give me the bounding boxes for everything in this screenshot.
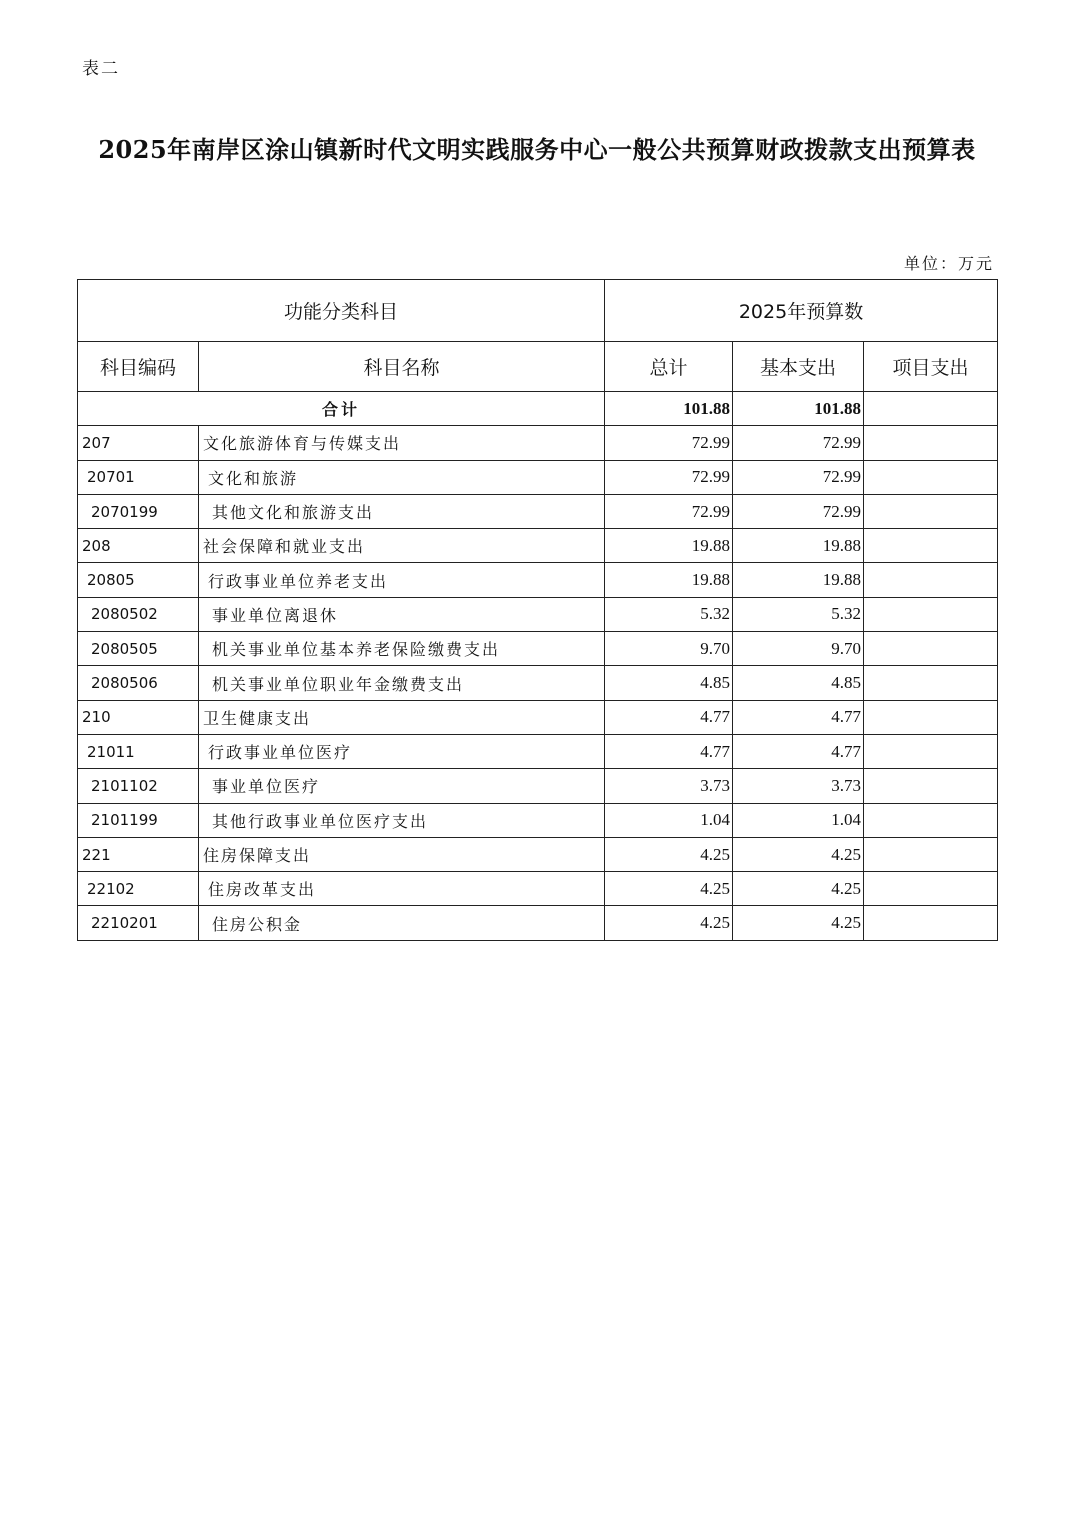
total-cell: 4.77 (605, 734, 733, 768)
total-cell: 3.73 (605, 769, 733, 803)
subject-name-cell: 住房改革支出 (199, 872, 605, 906)
project-cell (864, 632, 998, 666)
subject-name-cell: 住房公积金 (199, 906, 605, 940)
project-cell (864, 529, 998, 563)
subject-code-cell: 2101199 (78, 803, 199, 837)
table-row (78, 426, 998, 460)
total-cell: 72.99 (605, 426, 733, 460)
table-row (78, 700, 998, 734)
table-row (78, 906, 998, 940)
basic-cell: 72.99 (733, 426, 864, 460)
unit-label: 单位：万元 (903, 254, 994, 273)
subject-name-cell: 卫生健康支出 (199, 700, 605, 734)
total-cell: 4.25 (605, 872, 733, 906)
table-row (78, 597, 998, 631)
total-label: 合计 (78, 392, 605, 426)
table-row (78, 872, 998, 906)
project-cell (864, 872, 998, 906)
group-header-row (78, 280, 998, 342)
subject-code-cell: 20805 (78, 563, 199, 597)
project-cell (864, 837, 998, 871)
project-cell (864, 460, 998, 494)
subject-code-cell: 207 (78, 426, 199, 460)
table-row (78, 460, 998, 494)
total-row (78, 392, 998, 426)
basic-cell: 9.70 (733, 632, 864, 666)
total-cell: 4.25 (605, 837, 733, 871)
subject-code-cell: 2070199 (78, 494, 199, 528)
basic-cell: 1.04 (733, 803, 864, 837)
basic-cell: 3.73 (733, 769, 864, 803)
subject-code-cell: 2080502 (78, 597, 199, 631)
basic-column-header: 基本支出 (733, 342, 864, 392)
column-header-row (78, 342, 998, 392)
table-row (78, 803, 998, 837)
total-cell: 1.04 (605, 803, 733, 837)
name-column-header: 科目名称 (199, 342, 605, 392)
project-cell (864, 563, 998, 597)
table-row (78, 494, 998, 528)
subject-code-cell: 21011 (78, 734, 199, 768)
subject-code-cell: 221 (78, 837, 199, 871)
total-row-total: 101.88 (605, 392, 733, 426)
project-cell (864, 700, 998, 734)
table-label: 表二 (82, 59, 120, 79)
subject-name-cell: 社会保障和就业支出 (199, 529, 605, 563)
project-cell (864, 597, 998, 631)
subject-code-cell: 20701 (78, 460, 199, 494)
table-row (78, 632, 998, 666)
budget-table (77, 279, 998, 941)
table-row (78, 563, 998, 597)
basic-cell: 5.32 (733, 597, 864, 631)
total-cell: 19.88 (605, 563, 733, 597)
subject-name-cell: 其他行政事业单位医疗支出 (199, 803, 605, 837)
basic-cell: 19.88 (733, 563, 864, 597)
total-cell: 4.25 (605, 906, 733, 940)
project-column-header: 项目支出 (864, 342, 998, 392)
code-column-header: 科目编码 (78, 342, 199, 392)
project-cell (864, 494, 998, 528)
subject-name-cell: 行政事业单位医疗 (199, 734, 605, 768)
basic-cell: 4.77 (733, 700, 864, 734)
basic-cell: 4.25 (733, 872, 864, 906)
subject-name-cell: 行政事业单位养老支出 (199, 563, 605, 597)
category-group-header: 功能分类科目 (78, 280, 605, 342)
subject-code-cell: 22102 (78, 872, 199, 906)
subject-code-cell: 2210201 (78, 906, 199, 940)
total-column-header: 总计 (605, 342, 733, 392)
subject-code-cell: 210 (78, 700, 199, 734)
subject-name-cell: 机关事业单位职业年金缴费支出 (199, 666, 605, 700)
project-cell (864, 769, 998, 803)
total-cell: 5.32 (605, 597, 733, 631)
page-title: 2025年南岸区涂山镇新时代文明实践服务中心一般公共预算财政拨款支出预算表 (98, 135, 976, 164)
table-row (78, 666, 998, 700)
total-row-project (864, 392, 998, 426)
subject-name-cell: 事业单位医疗 (199, 769, 605, 803)
basic-cell: 4.77 (733, 734, 864, 768)
subject-name-cell: 住房保障支出 (199, 837, 605, 871)
total-cell: 72.99 (605, 460, 733, 494)
basic-cell: 72.99 (733, 494, 864, 528)
project-cell (864, 803, 998, 837)
basic-cell: 4.25 (733, 906, 864, 940)
table-row (78, 529, 998, 563)
total-row-basic: 101.88 (733, 392, 864, 426)
total-cell: 4.85 (605, 666, 733, 700)
subject-name-cell: 其他文化和旅游支出 (199, 494, 605, 528)
basic-cell: 4.25 (733, 837, 864, 871)
basic-cell: 4.85 (733, 666, 864, 700)
subject-name-cell: 文化旅游体育与传媒支出 (199, 426, 605, 460)
table-row (78, 769, 998, 803)
subject-name-cell: 机关事业单位基本养老保险缴费支出 (199, 632, 605, 666)
total-cell: 19.88 (605, 529, 733, 563)
project-cell (864, 734, 998, 768)
subject-name-cell: 事业单位离退休 (199, 597, 605, 631)
subject-code-cell: 2080505 (78, 632, 199, 666)
subject-name-cell: 文化和旅游 (199, 460, 605, 494)
project-cell (864, 666, 998, 700)
subject-code-cell: 208 (78, 529, 199, 563)
subject-code-cell: 2101102 (78, 769, 199, 803)
subject-code-cell: 2080506 (78, 666, 199, 700)
basic-cell: 72.99 (733, 460, 864, 494)
basic-cell: 19.88 (733, 529, 864, 563)
total-cell: 9.70 (605, 632, 733, 666)
project-cell (864, 906, 998, 940)
total-cell: 72.99 (605, 494, 733, 528)
table-row (78, 837, 998, 871)
table-row (78, 734, 998, 768)
budget-group-header: 2025年预算数 (605, 280, 998, 342)
total-cell: 4.77 (605, 700, 733, 734)
project-cell (864, 426, 998, 460)
